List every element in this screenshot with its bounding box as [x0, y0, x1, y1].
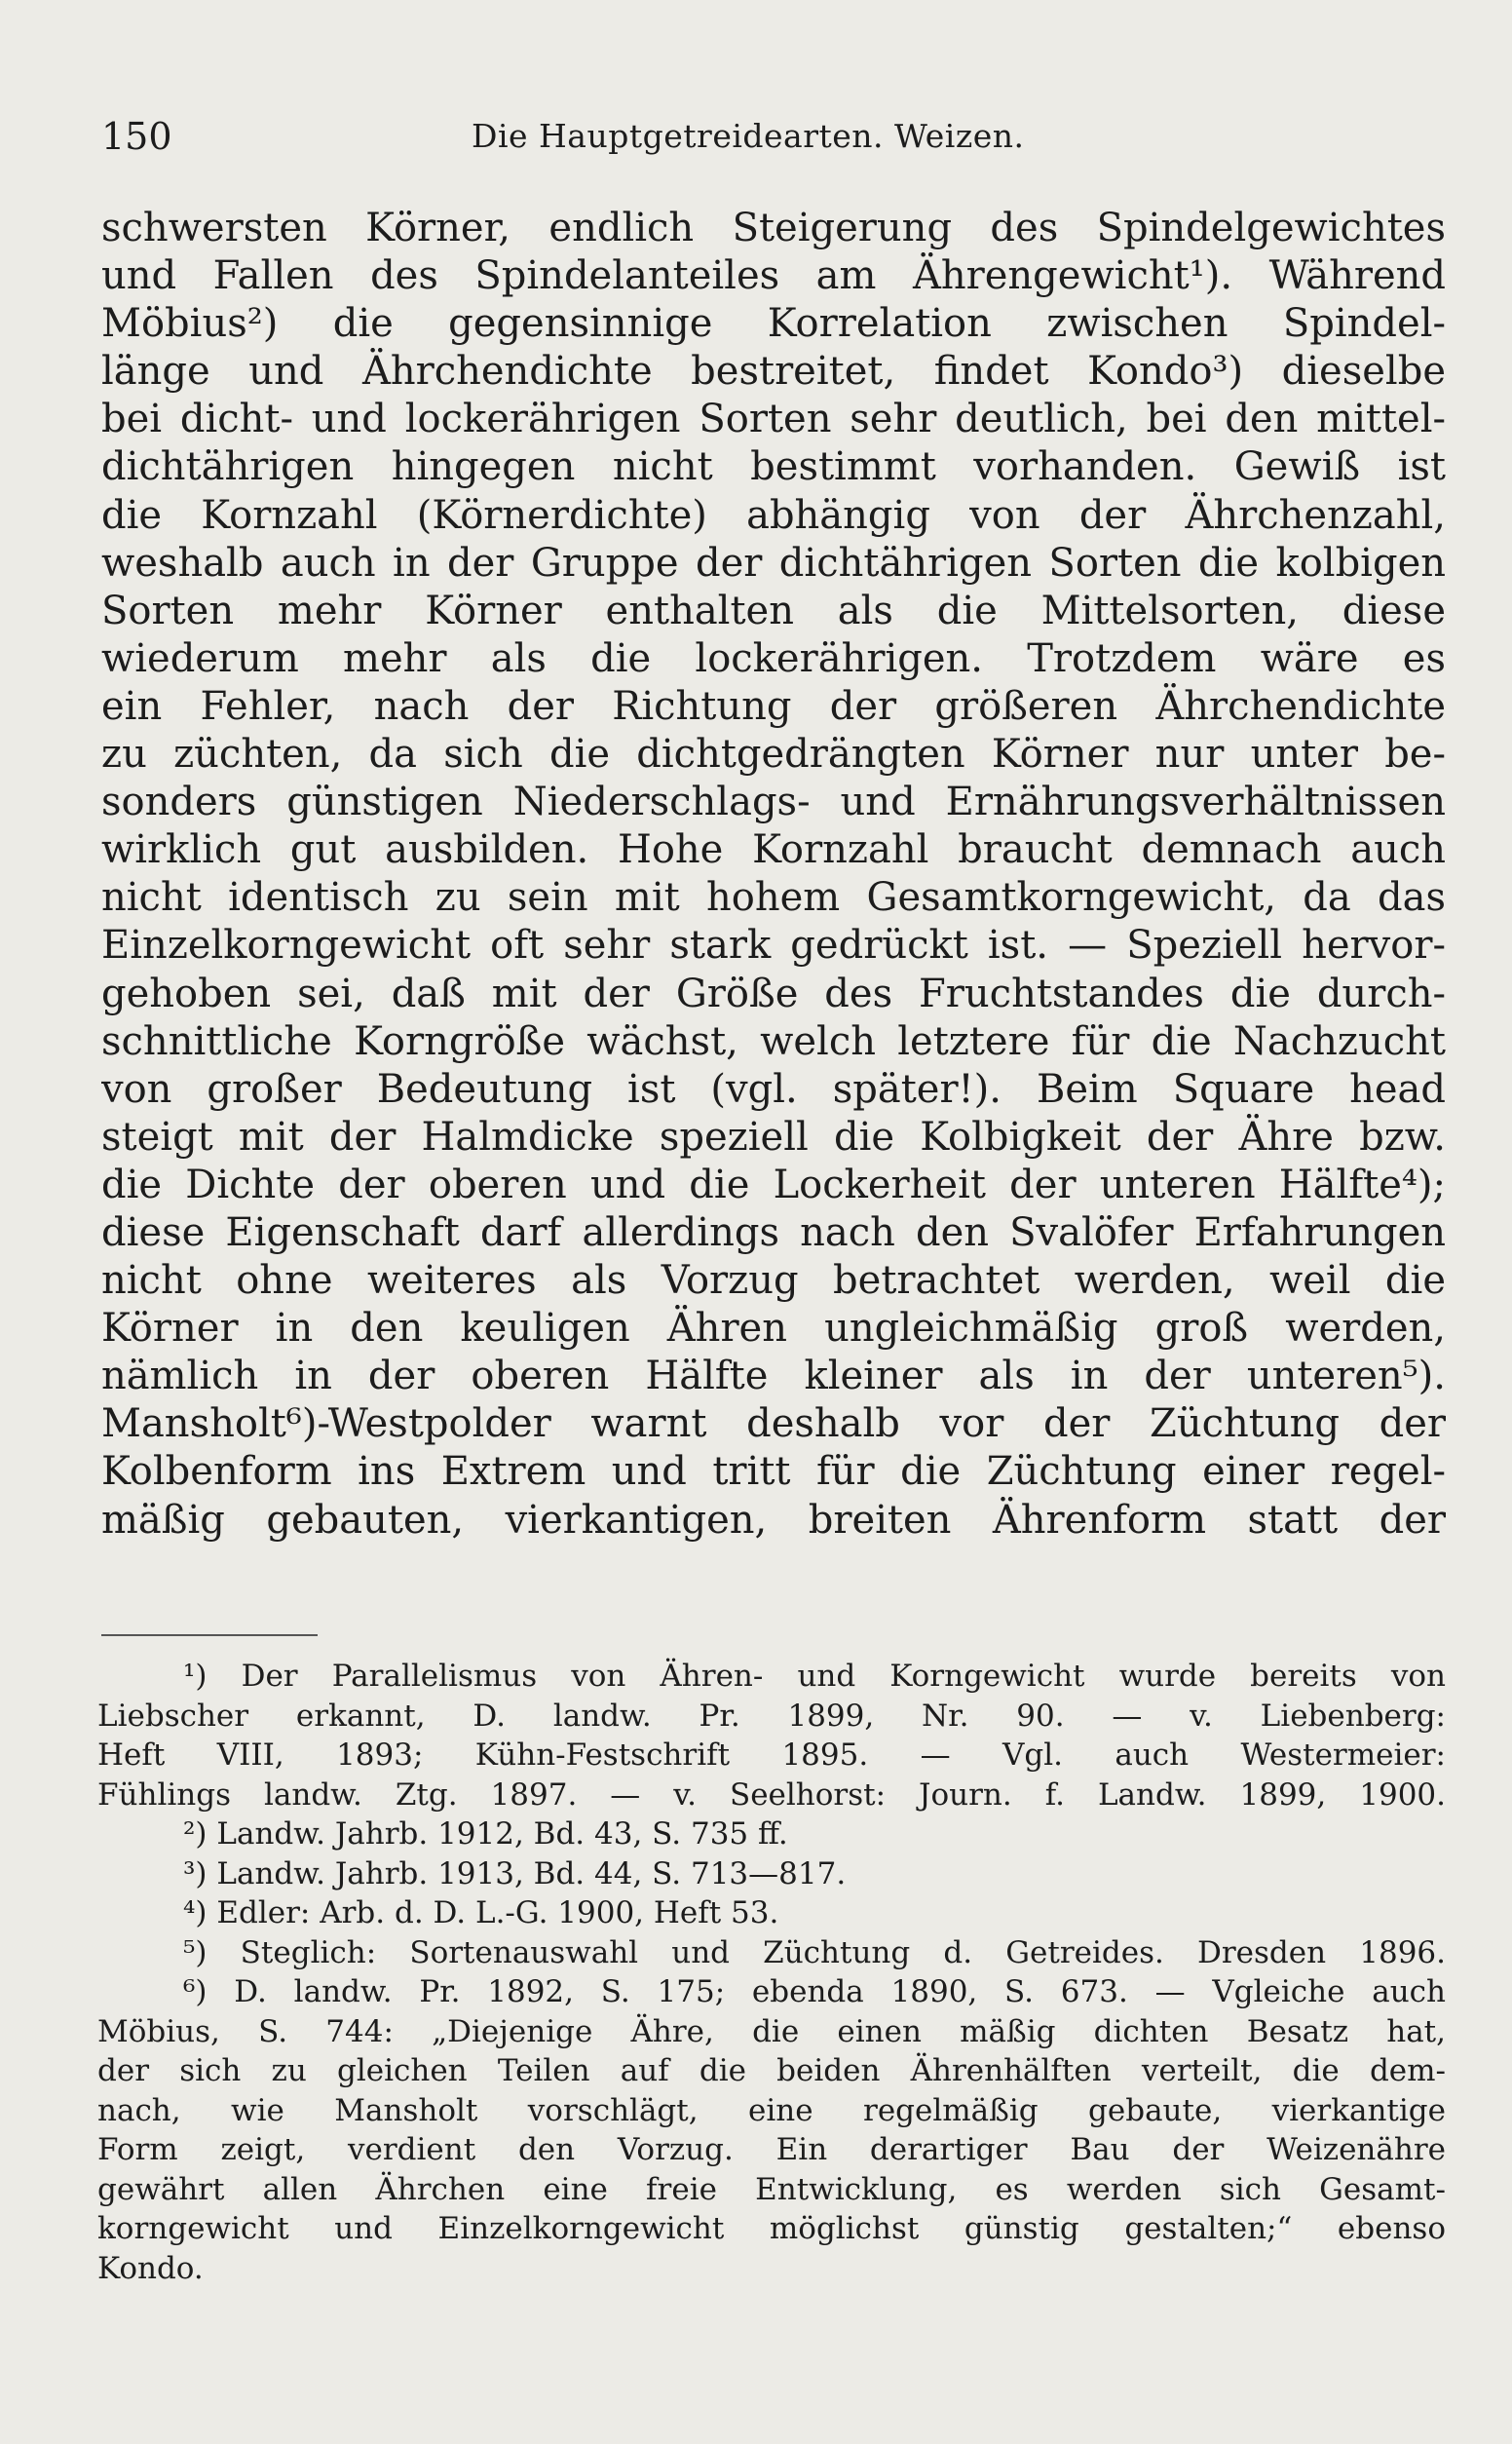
footnote-line: Heft VIII, 1893; Kühn-Festschrift 1895. — Vgl. auch Westermeier:	[97, 1738, 1446, 1773]
running-head: Die Hauptgetreidearten. Weizen.	[472, 117, 1025, 155]
text-line: ein Fehler, nach der Richtung der größeren Ährchendichte	[101, 683, 1446, 729]
footnote-separator	[101, 1634, 318, 1636]
text-line: dichtährigen hingegen nicht bestimmt vorhanden. Gewiß ist	[101, 444, 1446, 490]
footnote-line: Fühlings landw. Ztg. 1897. — v. Seelhorst: Journ. f. Landw. 1899, 1900.	[97, 1776, 1446, 1813]
footnote-line: ¹) Der Parallelismus von Ähren- und Korngewicht wurde bereits von	[183, 1659, 1446, 1694]
text-line: diese Eigenschaft darf allerdings nach den Svalöfer Erfahrungen	[101, 1209, 1446, 1255]
text-line: nicht ohne weiteres als Vorzug betrachtet werden, weil die	[101, 1258, 1446, 1304]
text-line: Mansholt⁶)-Westpolder warnt deshalb vor der Züchtung der	[101, 1401, 1446, 1447]
footnote-line: ²) Landw. Jahrb. 1912, Bd. 43, S. 735 ff.	[183, 1816, 788, 1852]
footnote-line: Liebscher erkannt, D. landw. Pr. 1899, Nr. 90. — v. Liebenberg:	[97, 1698, 1446, 1734]
footnote-line: der sich zu gleichen Teilen auf die beiden Ährenhälften verteilt, die dem-	[97, 2053, 1446, 2088]
text-line: steigt mit der Halmdicke speziell die Kolbigkeit der Ähre bzw.	[101, 1114, 1446, 1160]
text-line: bei dicht- und lockerährigen Sorten sehr deutlich, bei den mittel-	[101, 397, 1446, 442]
footnote-line: Kondo.	[97, 2250, 204, 2286]
footnote-line: ⁵) Steglich: Sortenauswahl und Züchtung d. Getreides. Dresden 1896.	[183, 1934, 1446, 1970]
text-line: Kolbenform ins Extrem und tritt für die Züchtung einer regel-	[101, 1449, 1446, 1495]
page-number: 150	[101, 115, 172, 158]
text-line: mäßig gebauten, vierkantigen, breiten Ährenform statt der	[101, 1497, 1446, 1543]
footnote-line: ⁶) D. landw. Pr. 1892, S. 175; ebenda 1890, S. 673. — Vgleiche auch	[183, 1974, 1446, 2009]
footnote-line: ³) Landw. Jahrb. 1913, Bd. 44, S. 713—817.	[183, 1855, 847, 1891]
text-line: zu züchten, da sich die dichtgedrängten Körner nur unter be-	[101, 732, 1446, 778]
text-line: von großer Bedeutung ist (vgl. später!). Beim Square head	[101, 1066, 1446, 1112]
text-line: die Kornzahl (Körnerdichte) abhängig von der Ährchenzahl,	[101, 492, 1446, 538]
text-line: Einzelkorngewicht oft sehr stark gedrückt ist. — Speziell hervor-	[101, 923, 1446, 969]
footnote-line: nach, wie Mansholt vorschlägt, eine regelmäßig gebaute, vierkantige	[97, 2092, 1446, 2128]
text-line: sonders günstigen Niederschlags- und Ernährungsverhältnissen	[101, 780, 1446, 825]
text-line: länge und Ährchendichte bestreitet, findet Kondo³) dieselbe	[101, 349, 1446, 395]
text-line: und Fallen des Spindelanteiles am Ährengewicht¹). Während	[101, 253, 1446, 299]
footnotes	[97, 1657, 1446, 2288]
text-line: weshalb auch in der Gruppe der dichtährigen Sorten die kolbigen	[101, 540, 1446, 586]
footnote-line: korngewicht und Einzelkorngewicht möglichst günstig gestalten;“ ebenso	[97, 2211, 1446, 2246]
main-text	[101, 205, 1446, 1545]
text-line: wiederum mehr als die lockerährigen. Trotzdem wäre es	[101, 635, 1446, 681]
text-line: schnittliche Korngröße wächst, welch letztere für die Nachzucht	[101, 1018, 1446, 1064]
footnote-line: Möbius, S. 744: „Diejenige Ähre, die einen mäßig dichten Besatz hat,	[97, 2013, 1446, 2049]
text-line: Körner in den keuligen Ähren ungleichmäßig groß werden,	[101, 1306, 1446, 1352]
text-line: wirklich gut ausbilden. Hohe Kornzahl braucht demnach auch	[101, 827, 1446, 873]
footnote-line: ⁴) Edler: Arb. d. D. L.-G. 1900, Heft 53.	[183, 1895, 779, 1930]
text-line: nämlich in der oberen Hälfte kleiner als in der unteren⁵).	[101, 1354, 1446, 1399]
footnote-line: Form zeigt, verdient den Vorzug. Ein derartiger Bau der Weizenähre	[97, 2132, 1446, 2167]
page-header	[101, 115, 1446, 164]
text-line: Sorten mehr Körner enthalten als die Mittelsorten, diese	[101, 588, 1446, 633]
text-line: nicht identisch zu sein mit hohem Gesamtkorngewicht, da das	[101, 875, 1446, 921]
text-line: die Dichte der oberen und die Lockerheit der unteren Hälfte⁴);	[101, 1162, 1446, 1207]
text-line: Möbius²) die gegensinnige Korrelation zwischen Spindel-	[101, 301, 1446, 347]
text-line: gehoben sei, daß mit der Größe des Fruchtstandes die durch-	[101, 971, 1446, 1016]
footnote-line: gewährt allen Ährchen eine freie Entwicklung, es werden sich Gesamt-	[97, 2171, 1446, 2207]
text-line: schwersten Körner, endlich Steigerung des Spindelgewichtes	[101, 206, 1446, 250]
